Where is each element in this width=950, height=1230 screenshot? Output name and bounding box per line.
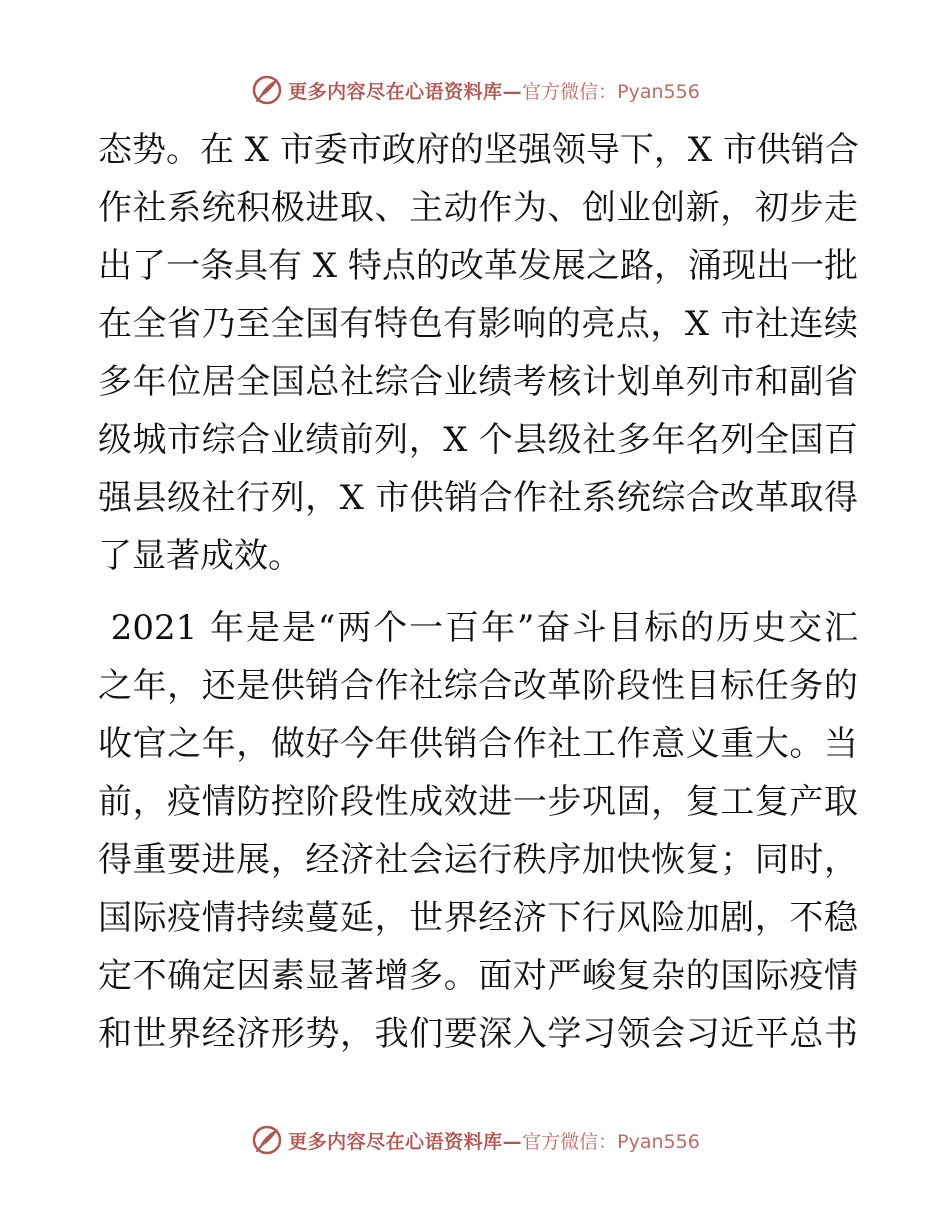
- text-line: 和世界经济形势，我们要深入学习领会习近平总书: [98, 1014, 858, 1054]
- text-line: 国际疫情持续蔓延，世界经济下行风险加剧，不稳: [98, 898, 858, 938]
- watermark-text: 更多内容尽在心语资料库—: [288, 80, 523, 103]
- paragraph-spacer: [98, 585, 858, 599]
- header-watermark: [0, 70, 950, 110]
- watermark-text: 更多内容尽在心语资料库—: [288, 1130, 523, 1153]
- text-line: 作社系统积极进取、主动作为、创业创新，初步走: [98, 188, 858, 228]
- footer-watermark: [0, 1120, 950, 1160]
- text-line: 之年，还是供销合作社综合改革阶段性目标任务的: [98, 666, 858, 706]
- text-line: 出了一条具有 X 特点的改革发展之路，涌现出一批: [98, 246, 858, 286]
- document-body: [98, 121, 858, 1063]
- watermark-contact: 官方微信：Pyan556: [522, 1130, 700, 1153]
- text-line: 多年位居全国总社综合业绩考核计划单列市和副省: [98, 362, 858, 402]
- paragraph-2: [98, 599, 858, 1063]
- text-line: 级城市综合业绩前列，X 个县级社多年名列全国百: [98, 420, 858, 460]
- text-line: 了显著成效。: [98, 536, 302, 576]
- watermark-contact: 官方微信：Pyan556: [522, 80, 700, 103]
- text-line: 在全省乃至全国有特色有影响的亮点，X 市社连续: [98, 304, 858, 344]
- text-line: 收官之年，做好今年供销合作社工作意义重大。当: [98, 724, 858, 764]
- text-line: 前，疫情防控阶段性成效进一步巩固，复工复产取: [98, 782, 858, 822]
- text-line: 定不确定因素显著增多。面对严峻复杂的国际疫情: [98, 956, 858, 996]
- text-line: 2021 年是是“两个一百年”奋斗目标的历史交汇: [98, 608, 858, 648]
- feather-pen-logo-icon: [250, 73, 284, 107]
- paragraph-1: [98, 121, 858, 585]
- text-line: 态势。在 X 市委市政府的坚强领导下，X 市供销合: [98, 130, 859, 170]
- feather-pen-logo-icon: [250, 1123, 284, 1157]
- text-line: 强县级社行列，X 市供销合作社系统综合改革取得: [98, 478, 858, 518]
- text-line: 得重要进展，经济社会运行秩序加快恢复；同时，: [98, 840, 858, 880]
